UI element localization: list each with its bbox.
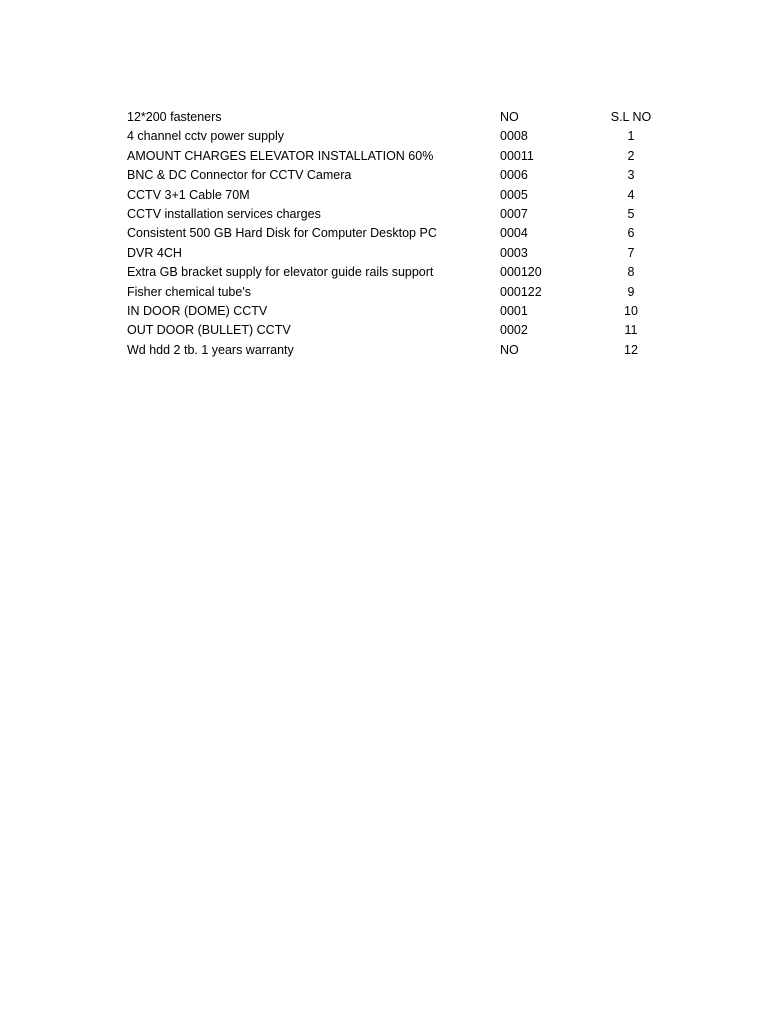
item-sl-no-cell: 9 (627, 284, 635, 299)
table-row (127, 263, 667, 282)
item-no-cell: 0007 (500, 206, 528, 221)
item-name-cell: CCTV installation services charges (127, 206, 321, 221)
table-row (127, 283, 667, 302)
item-sl-no-cell: 3 (627, 168, 635, 183)
item-name-cell: OUT DOOR (BULLET) CCTV (127, 323, 291, 338)
item-no-cell: 0001 (500, 303, 528, 318)
table-row (127, 302, 667, 321)
header-sl-no: S.L NO (610, 110, 652, 124)
table-row (127, 244, 667, 263)
header-no: NO (500, 110, 519, 124)
item-name-cell: Fisher chemical tube's (127, 284, 251, 299)
item-no-cell: 000122 (500, 284, 542, 299)
item-name-cell: IN DOOR (DOME) CCTV (127, 303, 268, 318)
item-sl-no-cell: 12 (624, 342, 638, 357)
item-sl-no-cell: 11 (624, 323, 638, 338)
table-row (127, 186, 667, 205)
item-no-cell: 0003 (500, 245, 528, 260)
item-sl-no-cell: 1 (627, 129, 635, 144)
item-name-cell: DVR 4CH (127, 245, 182, 260)
table-row (127, 147, 667, 166)
table-header-row (127, 108, 667, 127)
item-sl-no-cell: 2 (627, 148, 635, 163)
header-item-name: 12*200 fasteners (127, 110, 222, 124)
item-sl-no-cell: 4 (627, 187, 635, 202)
table-row (127, 205, 667, 224)
item-name-cell: Wd hdd 2 tb. 1 years warranty (127, 342, 294, 357)
item-sl-no-cell: 8 (627, 265, 635, 280)
item-sl-no-cell: 5 (627, 206, 635, 221)
item-sl-no-cell: 7 (627, 245, 635, 260)
item-no-cell: 0008 (500, 129, 528, 144)
item-name-cell: AMOUNT CHARGES ELEVATOR INSTALLATION 60% (127, 148, 434, 163)
item-name-cell: Extra GB bracket supply for elevator guide rails support (127, 265, 434, 280)
item-no-cell: 00011 (500, 148, 534, 163)
item-name-cell: 4 channel cctv power supply (127, 129, 285, 144)
table-row (127, 341, 667, 360)
item-table (127, 108, 667, 360)
item-sl-no-cell: 10 (624, 303, 638, 318)
item-no-cell: 0002 (500, 323, 528, 338)
item-name-cell: CCTV 3+1 Cable 70M (127, 187, 250, 202)
item-no-cell: 000120 (500, 265, 542, 280)
table-row (127, 127, 667, 146)
table-row (127, 224, 667, 243)
item-no-cell: 0006 (500, 168, 528, 183)
item-sl-no-cell: 6 (627, 226, 635, 241)
table-row (127, 321, 667, 340)
item-name-cell: Consistent 500 GB Hard Disk for Computer Desktop PC (127, 226, 437, 241)
item-no-cell: 0004 (500, 226, 528, 241)
item-name-cell: BNC & DC Connector for CCTV Camera (127, 168, 352, 183)
item-no-cell: 0005 (500, 187, 528, 202)
table-row (127, 166, 667, 185)
item-no-cell: NO (500, 342, 519, 357)
